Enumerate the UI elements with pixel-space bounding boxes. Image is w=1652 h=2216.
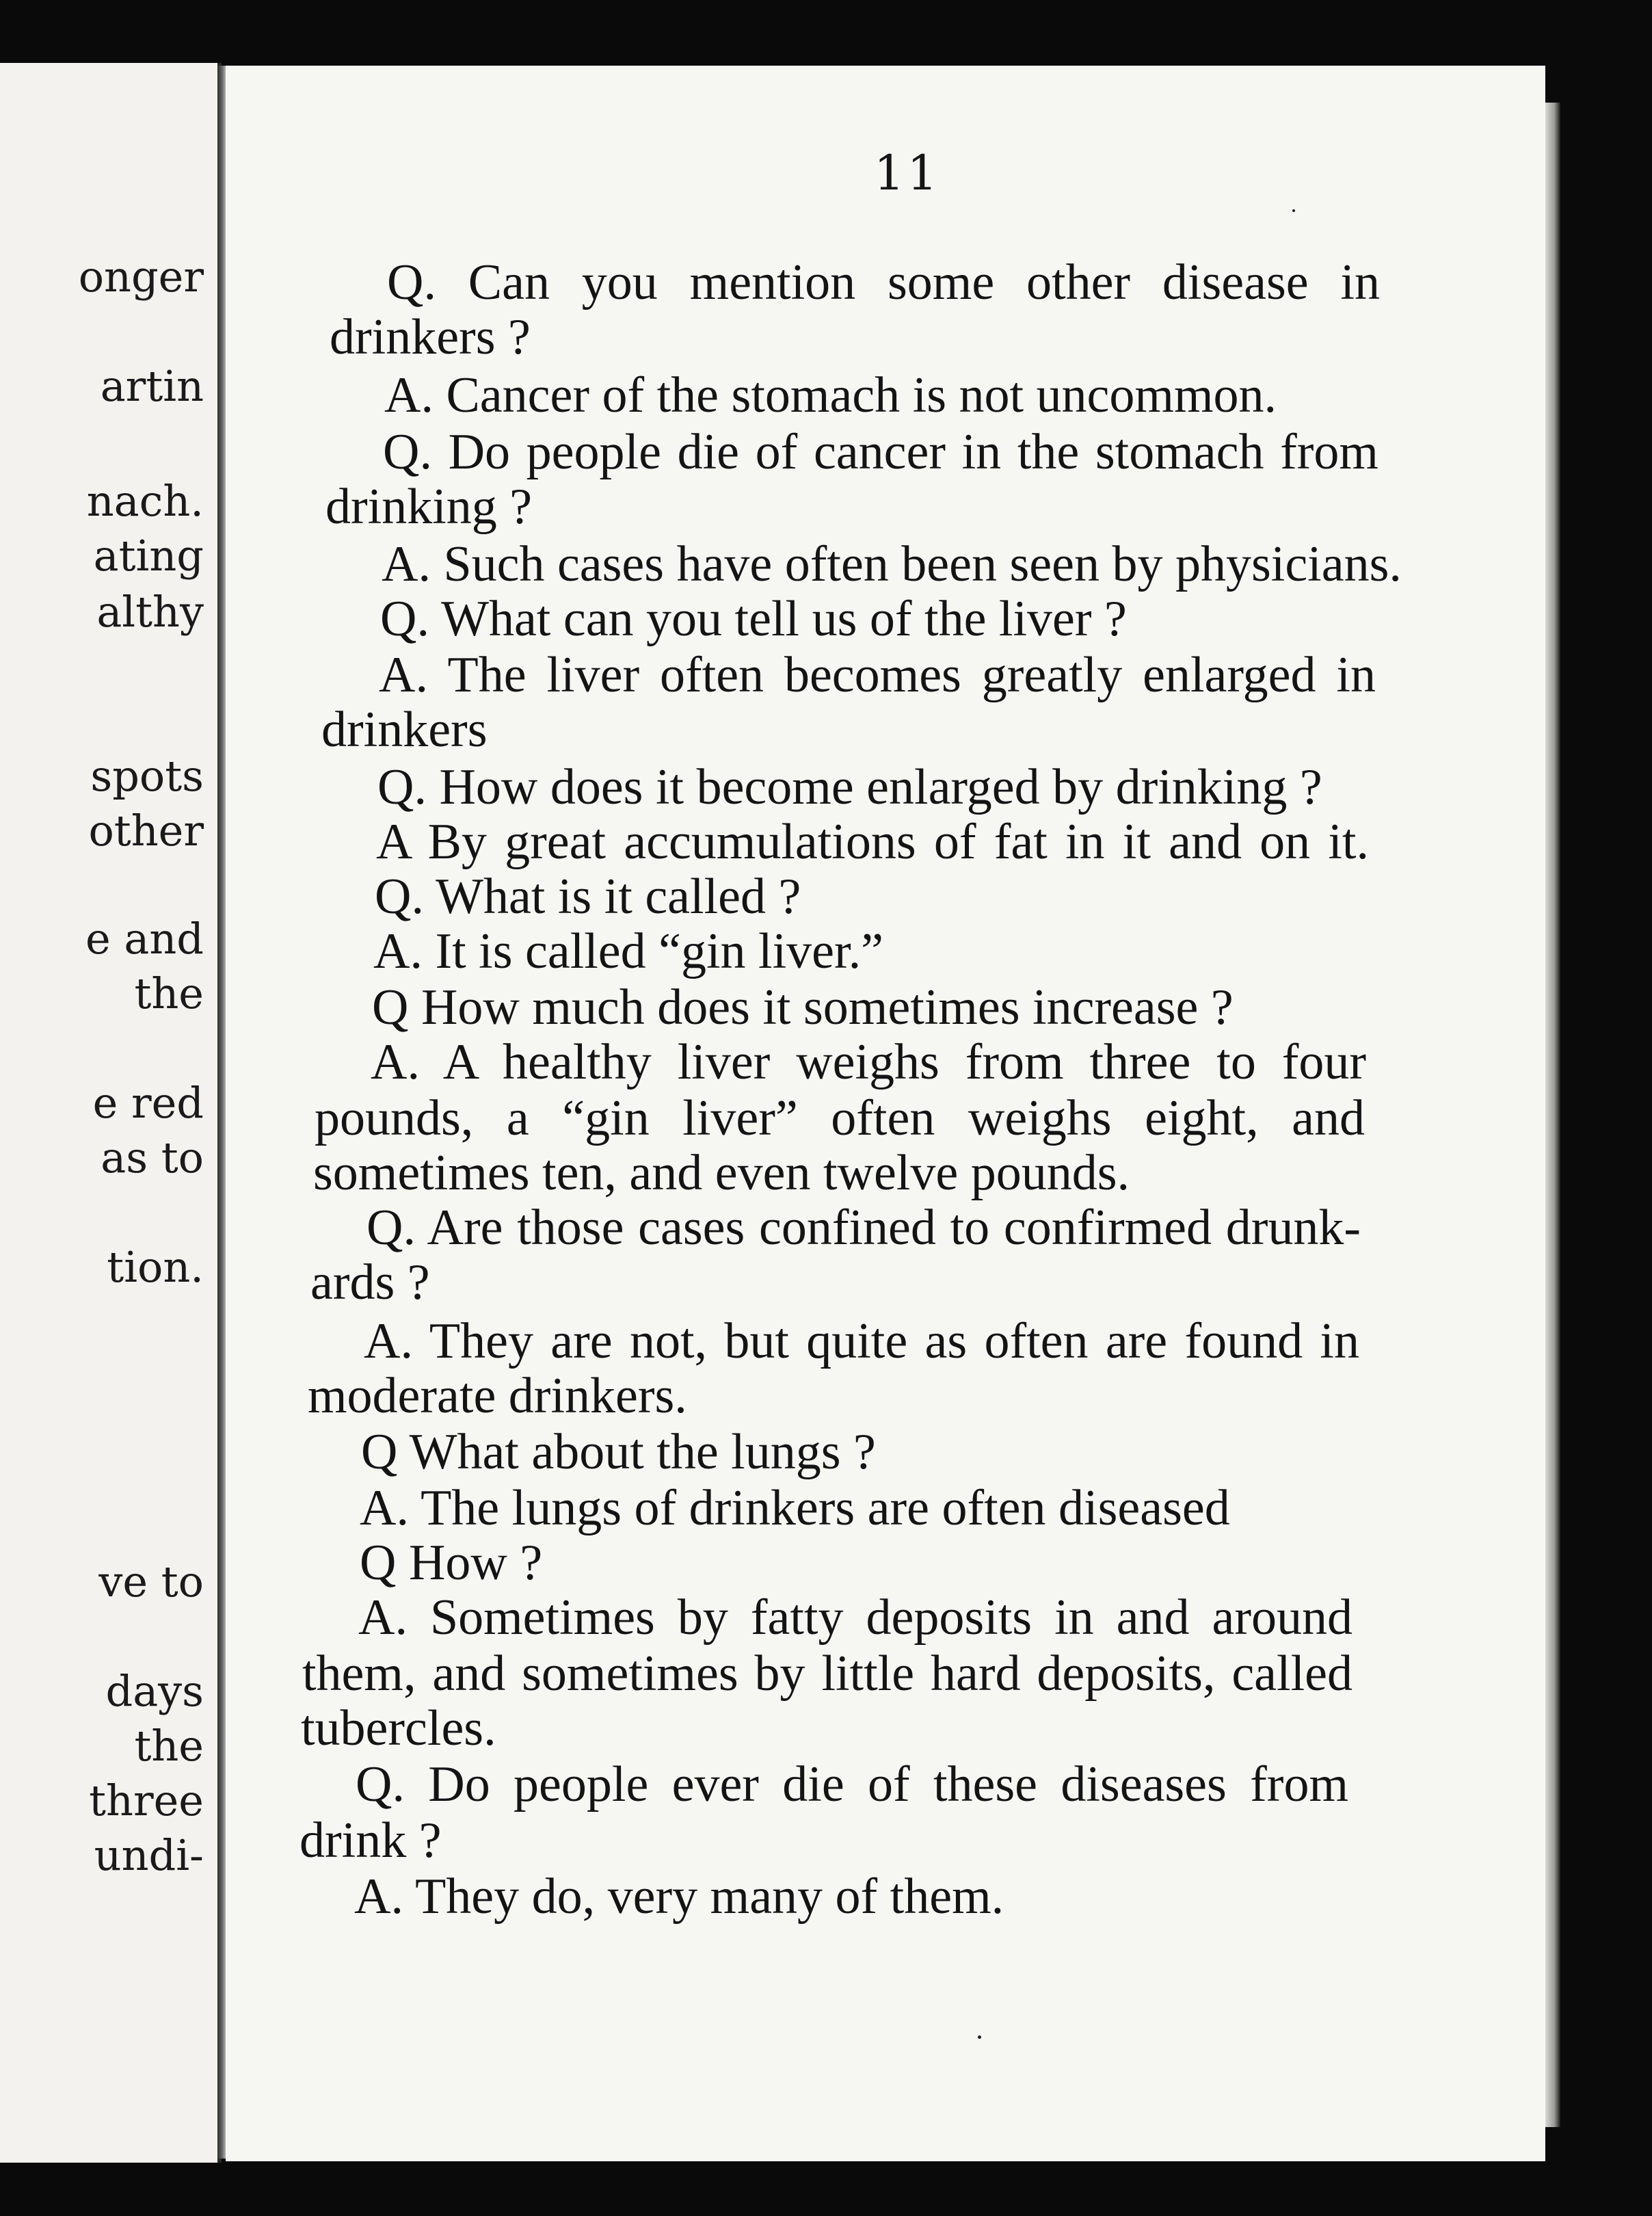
facing-line: e and — [85, 914, 204, 964]
facing-line: e red — [92, 1078, 204, 1128]
text-line: Q How much does it sometimes increase ? — [372, 979, 1234, 1036]
text-line: Q How ? — [360, 1535, 543, 1591]
text-line: pounds, a “gin liver” often weighs eight, and — [315, 1090, 1365, 1146]
text-line: Q. What is it called ? — [375, 869, 801, 925]
page-edge-shadow — [1545, 103, 1560, 2127]
text-line: Q. Do people ever die of these diseases from — [356, 1756, 1348, 1812]
text-line: drinkers ? — [330, 309, 531, 365]
text-line: A. Cancer of the stomach is not uncommon. — [384, 367, 1277, 423]
facing-line: as to — [101, 1133, 204, 1183]
page-number: 11 — [874, 145, 941, 201]
facing-line: undi- — [94, 1830, 204, 1880]
text-line: Q. Can you mention some other disease in — [387, 254, 1380, 311]
facing-line: nach. — [86, 476, 204, 526]
facing-line: althy — [96, 587, 204, 637]
scan-speck — [1292, 209, 1295, 212]
text-line: tubercles. — [301, 1700, 496, 1756]
facing-line: ve to — [98, 1557, 204, 1607]
facing-line: spots — [90, 751, 204, 801]
facing-line: the — [134, 1721, 204, 1771]
text-line: Q. Do people die of cancer in the stomach from — [383, 424, 1378, 480]
text-line: A. The liver often becomes greatly enlarged in — [379, 647, 1376, 703]
text-line: moderate drinkers. — [308, 1368, 687, 1424]
text-line: A. Sometimes by fatty deposits in and around — [358, 1590, 1353, 1646]
text-line: sometimes ten, and even twelve pounds. — [313, 1145, 1130, 1201]
facing-page — [0, 63, 222, 2163]
text-line: A. They do, very many of them. — [354, 1869, 1004, 1925]
text-line: Q. Are those cases confined to confirmed drunk- — [367, 1200, 1361, 1256]
text-line: them, and sometimes by little hard deposits, called — [302, 1646, 1353, 1702]
text-line: A. They are not, but quite as often are found in — [364, 1313, 1359, 1369]
text-line: A. Such cases have often been seen by physicians. — [382, 536, 1402, 592]
text-line: Q What about the lungs ? — [361, 1424, 876, 1480]
text-line: A. The lungs of drinkers are often diseased — [360, 1480, 1230, 1536]
text-line: A. A healthy liver weighs from three to four — [371, 1034, 1366, 1090]
text-line: drinking ? — [325, 479, 533, 535]
main-page — [226, 66, 1545, 2161]
facing-line: days — [105, 1666, 204, 1716]
text-line: Q. How does it become enlarged by drinking ? — [377, 759, 1322, 815]
facing-line: artin — [100, 361, 204, 411]
facing-line: other — [88, 806, 204, 856]
facing-line: onger — [78, 252, 204, 302]
facing-line: tion. — [107, 1242, 204, 1292]
text-line: ards ? — [310, 1254, 430, 1310]
scan-speck — [978, 2035, 981, 2039]
text-line: Q. What can you tell us of the liver ? — [380, 591, 1127, 647]
facing-line: three — [89, 1776, 204, 1825]
text-line: drinkers — [321, 702, 488, 758]
text-line: A. It is called “gin liver.” — [373, 923, 883, 979]
text-line: A By great accumulations of fat in it and on it. — [376, 814, 1369, 870]
facing-line: ating — [93, 531, 204, 581]
text-line: drink ? — [299, 1812, 442, 1869]
facing-line: the — [134, 968, 204, 1018]
